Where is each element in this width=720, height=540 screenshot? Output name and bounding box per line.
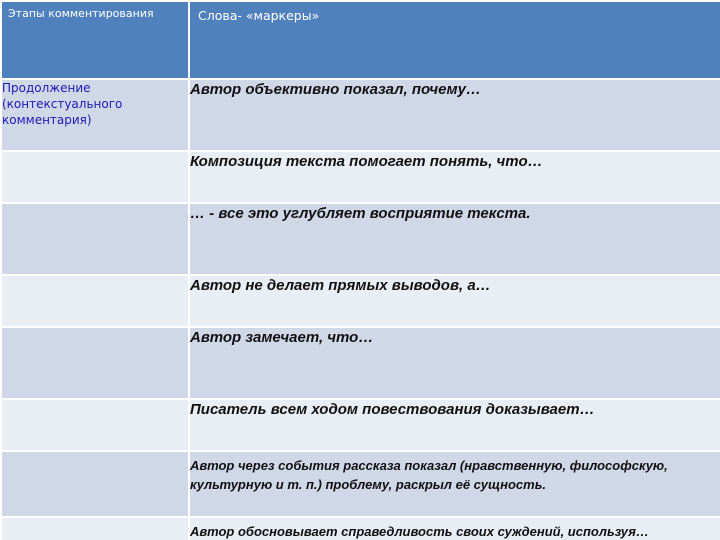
table-row [1, 517, 720, 540]
table-row [1, 275, 720, 327]
marker-cell: Автор объективно показал, почему… [189, 79, 720, 151]
table-row [1, 79, 720, 151]
marker-cell: Автор через события рассказа показал (нравственную, философскую, культурную и т. п.) проблему, раскрыл её сущность. [189, 451, 720, 517]
marker-cell: Композиция текста помогает понять, что… [189, 151, 720, 203]
stage-cell: Продолжение (контекстуального комментария) [1, 79, 189, 151]
stage-cell [1, 399, 189, 451]
stage-cell [1, 451, 189, 517]
table-row [1, 151, 720, 203]
marker-cell: Автор не делает прямых выводов, а… [189, 275, 720, 327]
table-row [1, 203, 720, 275]
header-markers: Слова- «маркеры» [189, 1, 720, 79]
marker-cell: Писатель всем ходом повествования доказывает… [189, 399, 720, 451]
table-header-row [1, 1, 720, 79]
marker-cell: Автор обосновывает справедливость своих суждений, используя… [189, 517, 720, 540]
marker-cell: … - все это углубляет восприятие текста. [189, 203, 720, 275]
header-stages: Этапы комментирования [1, 1, 189, 79]
table-row [1, 327, 720, 399]
table-row [1, 451, 720, 517]
stage-cell [1, 327, 189, 399]
marker-cell: Автор замечает, что… [189, 327, 720, 399]
table-row [1, 399, 720, 451]
stage-cell [1, 517, 189, 540]
stage-cell [1, 151, 189, 203]
stage-cell [1, 275, 189, 327]
stage-cell [1, 203, 189, 275]
